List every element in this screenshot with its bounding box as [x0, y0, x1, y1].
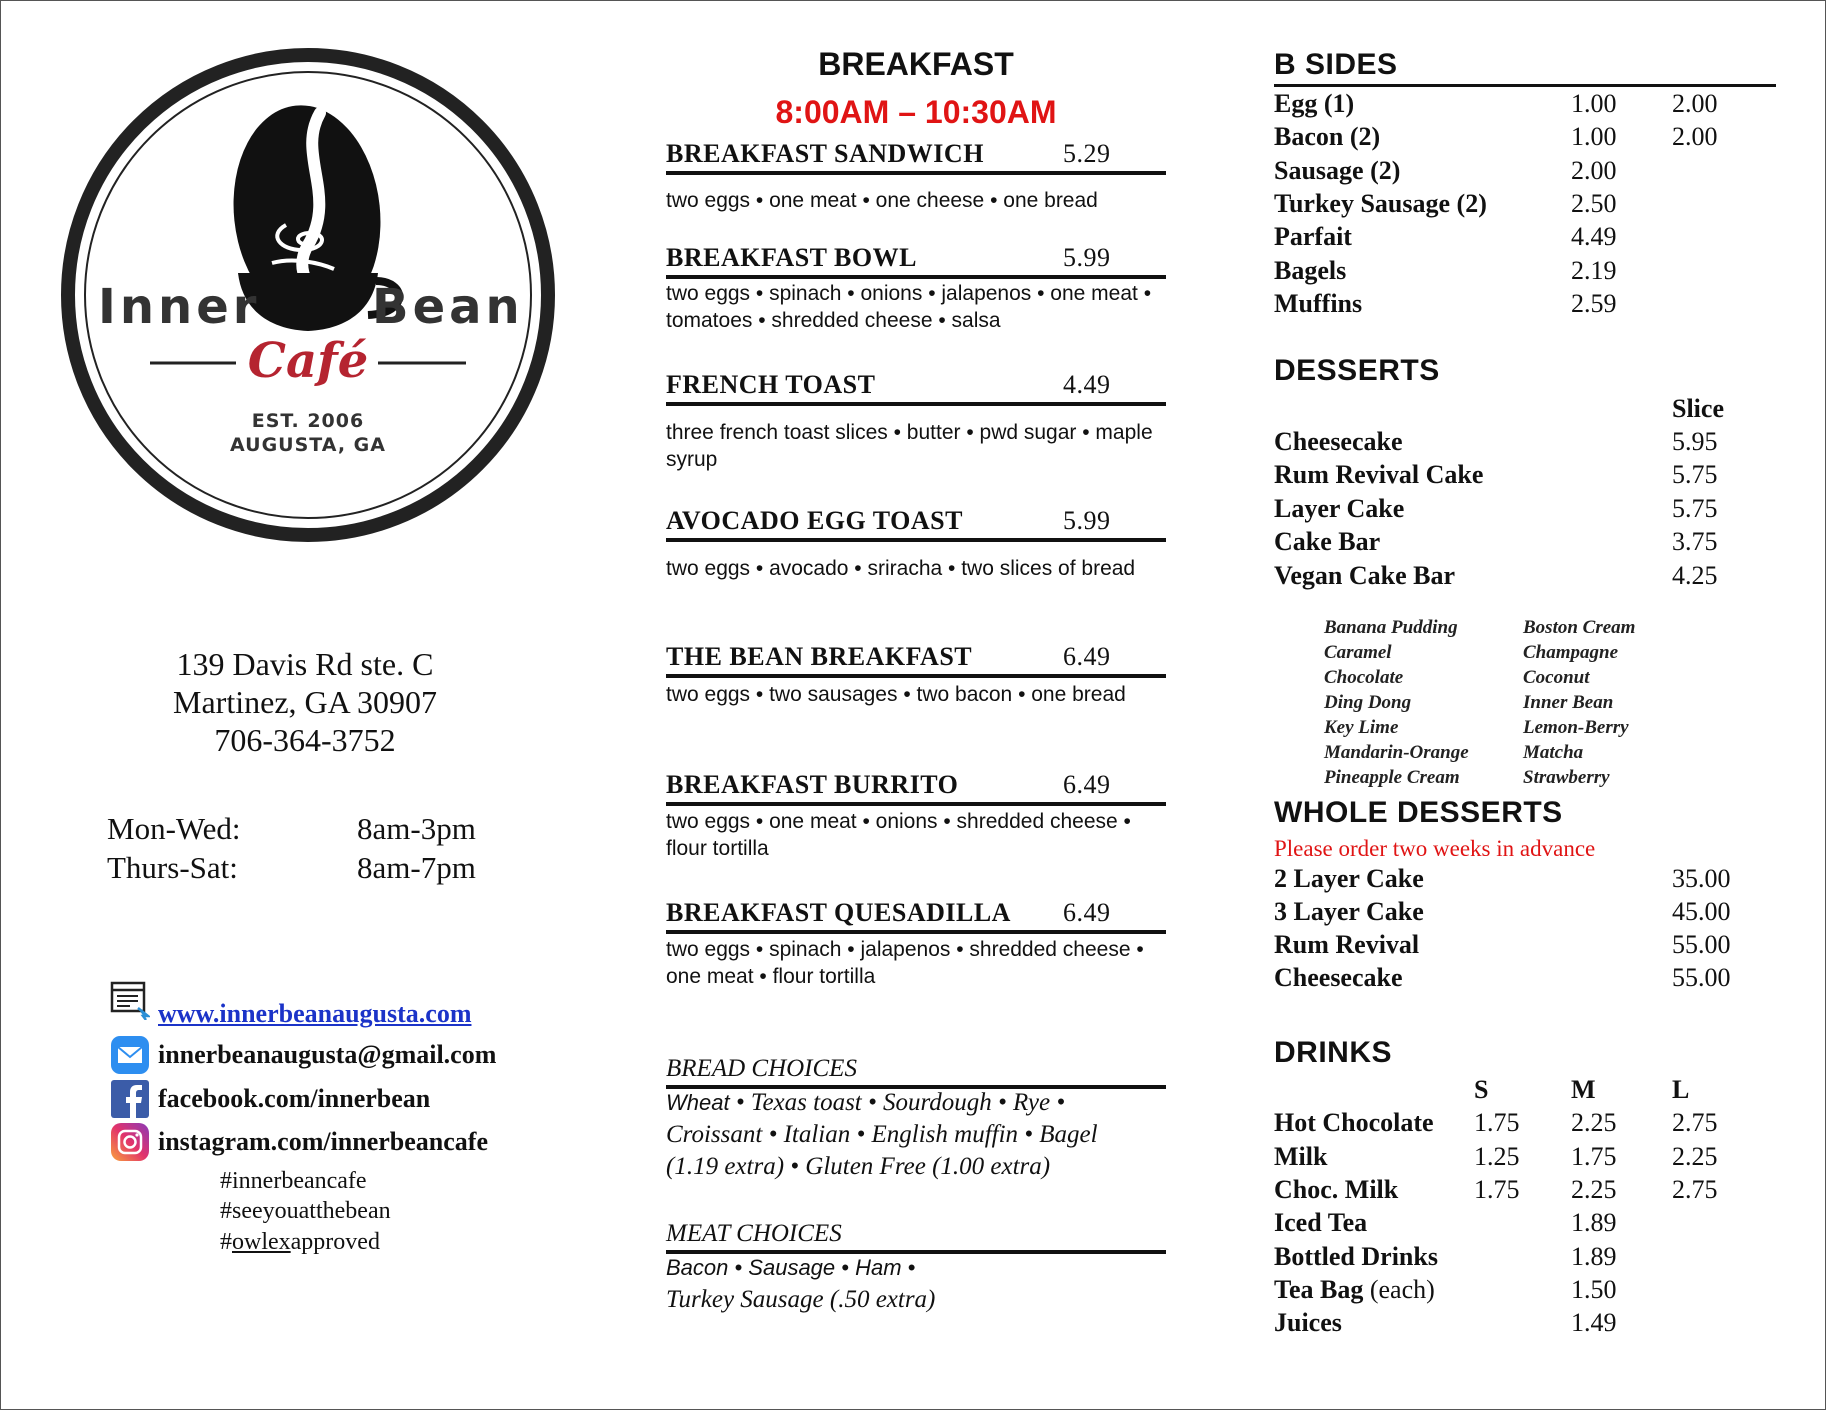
menu-row	[1274, 930, 1754, 963]
side-price-1: 2.50	[1571, 189, 1617, 218]
bread-choices-line	[666, 1087, 1166, 1119]
side-name: Parfait	[1274, 222, 1352, 251]
drink-name	[1274, 1208, 1367, 1238]
whole-dessert-name: 2 Layer Cake	[1274, 864, 1424, 893]
dessert-name: Cake Bar	[1274, 527, 1381, 556]
size-header-medium: M	[1571, 1075, 1596, 1104]
menu-item-description: two eggs • avocado • sriracha • two slices of bread	[666, 557, 1136, 580]
bread-choices-line: Croissant • Italian • English muffin • Bagel	[666, 1121, 1098, 1148]
whole-dessert-name: 3 Layer Cake	[1274, 897, 1424, 926]
drink-price-medium: 1.50	[1571, 1275, 1617, 1304]
menu-item-header	[666, 502, 1166, 542]
hours-time: 8am-7pm	[357, 850, 476, 885]
menu-row	[1274, 427, 1754, 460]
hashtag: #seeyouatthebean	[220, 1198, 391, 1224]
drink-price-medium: 1.49	[1571, 1308, 1617, 1337]
facebook-icon	[110, 1079, 150, 1119]
drink-name	[1274, 1275, 1435, 1305]
meat-choices-line: Bacon • Sausage • Ham •	[666, 1255, 916, 1280]
b-sides-title: B SIDES	[1274, 48, 1398, 81]
dessert-name: Layer Cake	[1274, 494, 1405, 523]
address-line-2: Martinez, GA 30907	[173, 684, 437, 720]
dessert-price: 5.75	[1672, 460, 1718, 489]
web-browser-icon	[110, 980, 150, 1020]
flavor-item: Ding Dong	[1324, 692, 1412, 713]
menu-row	[1274, 222, 1754, 255]
menu-row	[1274, 1308, 1754, 1341]
menu-row	[1274, 494, 1754, 527]
flavor-item: Pineapple Cream	[1324, 767, 1460, 788]
instagram-contact[interactable]	[110, 1122, 488, 1162]
menu-item-name: BREAKFAST SANDWICH	[666, 139, 984, 168]
menu-item-price: 6.49	[1063, 898, 1111, 927]
dessert-price: 5.95	[1672, 427, 1718, 456]
meat-choices-header	[666, 1216, 1166, 1254]
menu-row	[1274, 289, 1754, 322]
flavor-item: Matcha	[1523, 742, 1584, 763]
flavor-item: Banana Pudding	[1324, 617, 1458, 638]
side-name: Turkey Sausage (2)	[1274, 189, 1487, 218]
flavor-item: Strawberry	[1523, 767, 1610, 788]
menu-row	[1274, 1142, 1754, 1175]
menu-item-description: two eggs • spinach • onions • jalapenos • one meat • tomatoes • shredded cheese • salsa	[666, 282, 1152, 332]
logo-name-right: Bean	[372, 279, 524, 335]
menu-item-header	[666, 766, 1166, 806]
drink-name	[1274, 1242, 1438, 1272]
drinks-size-headers	[1274, 1075, 1754, 1108]
breakfast-hours: 8:00AM – 10:30AM	[775, 94, 1057, 130]
hashtag	[220, 1229, 380, 1256]
menu-item-description: three french toast slices • butter • pwd sugar • maple syrup	[666, 421, 1153, 471]
drink-name	[1274, 1175, 1398, 1205]
hours-row	[107, 811, 476, 847]
menu-item-header	[666, 638, 1166, 678]
bread-choices-list	[666, 1087, 1166, 1183]
menu-row	[1274, 1175, 1754, 1208]
dessert-price: 3.75	[1672, 527, 1718, 556]
drink-price-medium: 2.25	[1571, 1108, 1617, 1137]
meat-choices-title: MEAT CHOICES	[666, 1220, 842, 1247]
flavor-item: Coconut	[1523, 667, 1590, 688]
menu-row	[1274, 1108, 1754, 1141]
dessert-name: Rum Revival Cake	[1274, 460, 1484, 489]
email-address[interactable]: innerbeanaugusta@gmail.com	[158, 1040, 497, 1069]
website-link[interactable]: www.innerbeanaugusta.com	[158, 999, 472, 1028]
facebook-contact[interactable]	[110, 1079, 430, 1119]
side-name: Bagels	[1274, 256, 1347, 285]
slice-header: Slice	[1672, 394, 1724, 423]
menu-item-name: BREAKFAST BURRITO	[666, 770, 959, 799]
whole-dessert-name: Cheesecake	[1274, 963, 1403, 992]
drink-name-text: Iced Tea	[1274, 1208, 1368, 1237]
menu-row	[1274, 1275, 1754, 1308]
drink-price-large: 2.25	[1672, 1142, 1718, 1171]
side-name: Sausage (2)	[1274, 156, 1401, 185]
drink-price-medium: 2.25	[1571, 1175, 1617, 1204]
menu-item-name: BREAKFAST QUESADILLA	[666, 898, 1011, 927]
drinks-title: DRINKS	[1274, 1036, 1393, 1069]
menu-row	[1274, 256, 1754, 289]
flavor-item: Caramel	[1324, 642, 1392, 663]
dessert-price: 4.25	[1672, 561, 1718, 590]
hashtag-suffix: approved	[290, 1229, 380, 1255]
drink-name	[1274, 1308, 1342, 1338]
flavor-item: Mandarin-Orange	[1324, 742, 1469, 763]
bread-choices-title: BREAD CHOICES	[666, 1055, 857, 1082]
menu-item-header	[666, 239, 1166, 279]
bread-choices-header	[666, 1051, 1166, 1089]
menu-item-price: 4.49	[1063, 370, 1111, 399]
dessert-name: Cheesecake	[1274, 427, 1403, 456]
menu-item-price: 5.99	[1063, 506, 1111, 535]
logo-script: Café	[247, 333, 369, 389]
logo-established: EST. 2006	[251, 410, 365, 432]
drink-price-medium: 1.75	[1571, 1142, 1617, 1171]
flavor-item: Champagne	[1523, 642, 1619, 663]
menu-item-header	[666, 135, 1166, 175]
breakfast-title: BREAKFAST	[818, 46, 1014, 82]
flavor-item: Boston Cream	[1523, 617, 1636, 638]
email-contact[interactable]	[110, 1035, 496, 1075]
menu-row	[1274, 527, 1754, 560]
website-contact[interactable]	[110, 980, 472, 1028]
side-price-1: 1.00	[1571, 89, 1617, 118]
menu-row	[1274, 897, 1754, 930]
menu-item-price: 5.99	[1063, 243, 1111, 272]
menu-item-header	[666, 894, 1166, 934]
menu-item-description: two eggs • spinach • jalapenos • shredded cheese • one meat • flour tortilla	[666, 938, 1144, 988]
flavor-list-left	[1324, 615, 1469, 790]
menu-item-name: FRENCH TOAST	[666, 370, 876, 399]
menu-item-price: 5.29	[1063, 139, 1111, 168]
desserts-column-header	[1274, 394, 1754, 427]
flavor-list-right	[1523, 615, 1635, 790]
size-header-small: S	[1474, 1075, 1489, 1104]
side-price-1: 1.00	[1571, 122, 1617, 151]
meat-choices-line: Turkey Sausage (.50 extra)	[666, 1286, 936, 1313]
menu-item-description: two eggs • one meat • onions • shredded cheese • flour tortilla	[666, 810, 1131, 860]
menu-item-price: 6.49	[1063, 770, 1111, 799]
menu-row	[1274, 963, 1754, 996]
cafe-logo	[58, 45, 558, 545]
section-divider	[1274, 84, 1776, 87]
bread-choice-rest: • Texas toast • Sourdough • Rye •	[729, 1089, 1066, 1116]
desserts-title: DESSERTS	[1274, 354, 1440, 387]
menu-row	[1274, 1208, 1754, 1241]
drink-price-small: 1.25	[1474, 1142, 1520, 1171]
whole-dessert-price: 45.00	[1672, 897, 1731, 926]
drink-price-medium: 1.89	[1571, 1242, 1617, 1271]
drink-price-large: 2.75	[1672, 1108, 1718, 1137]
drink-name	[1274, 1108, 1434, 1138]
logo-name-left: Inner	[98, 279, 261, 335]
side-name: Egg (1)	[1274, 89, 1355, 118]
side-price-1: 2.00	[1571, 156, 1617, 185]
hashtag-underlined-part: owlex	[232, 1229, 291, 1255]
menu-item-name: AVOCADO EGG TOAST	[666, 506, 963, 535]
menu-item-header	[666, 366, 1166, 406]
logo-location: AUGUSTA, GA	[230, 434, 386, 456]
drink-price-medium: 1.89	[1571, 1208, 1617, 1237]
whole-desserts-title: WHOLE DESSERTS	[1274, 796, 1563, 829]
menu-row	[1274, 561, 1754, 594]
menu-row	[1274, 189, 1754, 222]
instagram-handle[interactable]: instagram.com/innerbeancafe	[158, 1127, 489, 1156]
hours-days: Mon-Wed:	[107, 811, 241, 846]
flavor-item: Chocolate	[1324, 667, 1404, 688]
menu-row	[1274, 122, 1754, 155]
drink-name-text: Hot Chocolate	[1274, 1108, 1434, 1137]
drink-name-text: Tea Bag	[1274, 1275, 1364, 1304]
menu-item-name: BREAKFAST BOWL	[666, 243, 917, 272]
menu-row	[1274, 864, 1754, 897]
flavor-item: Inner Bean	[1523, 692, 1614, 713]
address-line-1: 139 Davis Rd ste. C	[176, 646, 434, 682]
side-price-2: 2.00	[1672, 122, 1718, 151]
whole-dessert-price: 55.00	[1672, 963, 1731, 992]
flavor-item: Key Lime	[1324, 717, 1399, 738]
drink-name-text: Juices	[1274, 1308, 1342, 1337]
menu-item-name: THE BEAN BREAKFAST	[666, 642, 973, 671]
whole-dessert-price: 55.00	[1672, 930, 1731, 959]
size-header-large: L	[1672, 1075, 1690, 1104]
dessert-price: 5.75	[1672, 494, 1718, 523]
flavor-item: Lemon-Berry	[1523, 717, 1629, 738]
drink-name-text: Choc. Milk	[1274, 1175, 1399, 1204]
side-price-1: 2.59	[1571, 289, 1617, 318]
menu-item-description: two eggs • two sausages • two bacon • one bread	[666, 683, 1126, 706]
phone-number: 706-364-3752	[214, 722, 396, 758]
facebook-handle[interactable]: facebook.com/innerbean	[158, 1084, 431, 1113]
drink-price-small: 1.75	[1474, 1175, 1520, 1204]
menu-row	[1274, 89, 1754, 122]
side-price-2: 2.00	[1672, 89, 1718, 118]
hashtag: #innerbeancafe	[220, 1168, 367, 1194]
menu-item-price: 6.49	[1063, 642, 1111, 671]
bread-choices-line: (1.19 extra) • Gluten Free (1.00 extra)	[666, 1153, 1051, 1180]
instagram-icon	[110, 1122, 150, 1162]
menu-row	[1274, 1242, 1754, 1275]
drink-price-large: 2.75	[1672, 1175, 1718, 1204]
hours-days: Thurs-Sat:	[107, 850, 238, 885]
drink-name	[1274, 1142, 1327, 1172]
whole-dessert-name: Rum Revival	[1274, 930, 1420, 959]
hashtag-prefix: #	[220, 1229, 232, 1255]
email-icon	[110, 1035, 150, 1075]
drink-price-small: 1.75	[1474, 1108, 1520, 1137]
drink-name-extra: (each)	[1363, 1275, 1435, 1304]
drink-name-text: Bottled Drinks	[1274, 1242, 1438, 1271]
menu-item-description: two eggs • one meat • one cheese • one bread	[666, 189, 1098, 212]
whole-dessert-price: 35.00	[1672, 864, 1731, 893]
hours-time: 8am-3pm	[357, 811, 476, 846]
hours-row	[107, 850, 476, 886]
meat-choices-list	[666, 1252, 1166, 1316]
menu-row	[1274, 460, 1754, 493]
drink-name-text: Milk	[1274, 1142, 1328, 1171]
logo-graphic	[58, 45, 558, 545]
side-price-1: 4.49	[1571, 222, 1617, 251]
bread-choice-first: Wheat	[666, 1090, 730, 1115]
side-name: Bacon (2)	[1274, 122, 1381, 151]
side-price-1: 2.19	[1571, 256, 1617, 285]
advance-order-note: Please order two weeks in advance	[1274, 836, 1596, 861]
side-name: Muffins	[1274, 289, 1363, 318]
dessert-name: Vegan Cake Bar	[1274, 561, 1456, 590]
menu-row	[1274, 156, 1754, 189]
